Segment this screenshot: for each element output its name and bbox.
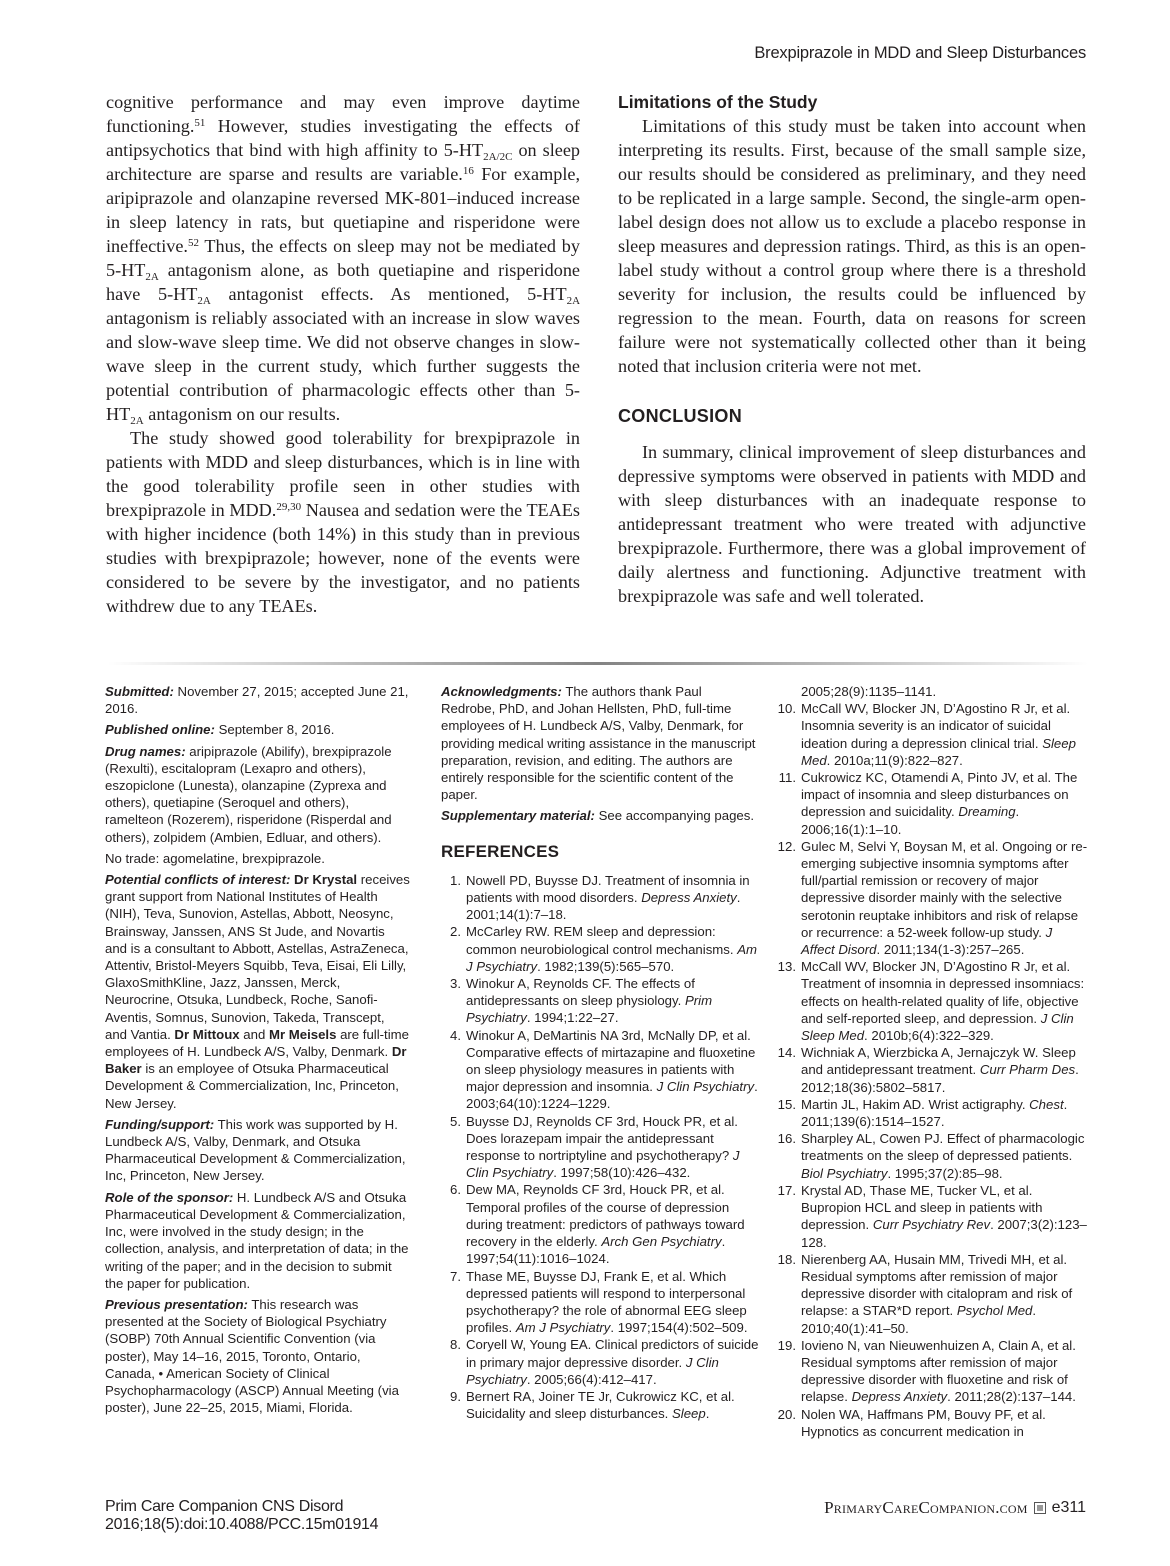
text: The study showed good tolerability for brexpiprazole in patients with MDD and sleep disturbances, which is in line with the good tolerability profile seen in other studies with brexpiprazole in MDD. xyxy=(106,428,580,520)
reference-item xyxy=(441,1268,759,1337)
reference-text: Buysse DJ, Reynolds CF 3rd, Houck PR, et al. Does lorazepam impair the antidepressant response to nortriptyline and psychotherapy? xyxy=(466,1113,738,1164)
journal-name: Prim Psychiatry xyxy=(466,993,713,1026)
reference-citation: . 2010;40(1):41–50. xyxy=(801,1303,1037,1336)
journal-name: Depress Anxiety xyxy=(641,890,737,906)
reference-item xyxy=(441,1113,759,1182)
reference-number: 15. xyxy=(777,1096,796,1112)
journal-name: J Clin Psychiatry xyxy=(466,1148,740,1181)
reference-text: Sharpley AL, Cowen PJ. Effect of pharmacologic treatments on the sleep of depressed patients. xyxy=(801,1131,1085,1164)
acknowledgments-note xyxy=(441,683,759,803)
reference-number: 17. xyxy=(777,1182,796,1198)
reference-item xyxy=(776,1044,1088,1096)
page-footer-right xyxy=(824,1498,1086,1518)
reference-citation: . 2007;3(2):123–128. xyxy=(801,1217,1087,1250)
limitations-heading: Limitations of the Study xyxy=(618,92,818,112)
reference-number: 18. xyxy=(777,1251,796,1267)
supplementary-note xyxy=(441,807,759,824)
reference-number: 13. xyxy=(777,959,796,975)
receptor-subscript: 2A xyxy=(566,295,581,307)
author-name: Dr Mittoux xyxy=(174,1026,240,1042)
acknowledgments-references-column xyxy=(441,683,759,1422)
note-text: are full-time employees of H. Lundbeck A/S, Valby, Denmark. xyxy=(105,1026,409,1060)
reference-text: Nolen WA, Haffmans PM, Bouvy PF, et al. Hypnotics as concurrent medication in xyxy=(801,1406,1046,1439)
reference-number: 9. xyxy=(450,1388,461,1404)
citation-superscript: 16 xyxy=(462,165,474,177)
sponsor-note xyxy=(105,1189,410,1292)
journal-name: Depress Anxiety xyxy=(851,1389,948,1405)
reference-item xyxy=(441,1181,759,1267)
text: For example, aripiprazole and olanzapine reversed MK-801–induced increase in sleep latency in rats, but quetiapine and risperidone were ineffective. xyxy=(106,164,580,256)
conclusion-heading: CONCLUSION xyxy=(618,406,742,426)
citation-superscript: 29,30 xyxy=(276,501,302,513)
reference-citation: . 2011;139(6):1514–1527. xyxy=(801,1096,1068,1130)
reference-citation: . 2001;14(1):7–18. xyxy=(466,890,741,923)
reference-citation: . 1982;139(5):565–570. xyxy=(537,958,675,974)
note-label: Drug names: xyxy=(105,743,186,759)
reference-item xyxy=(776,1096,1088,1130)
reference-number: 20. xyxy=(777,1406,796,1422)
note-label: Potential conflicts of interest: xyxy=(105,872,291,888)
funding-note xyxy=(105,1116,410,1185)
reference-number: 12. xyxy=(777,838,796,854)
body-paragraph xyxy=(106,426,580,618)
references-heading: REFERENCES xyxy=(441,841,560,861)
note-text: This work was supported by H. Lundbeck A/S, Valby, Denmark, and Otsuka Pharmaceutical Development & Commercialization, Inc, Princeton, New Jersey. xyxy=(105,1116,406,1184)
note-text: and xyxy=(239,1026,269,1042)
drug-names-note xyxy=(105,743,410,846)
reference-text: Bernert RA, Joiner TE Jr, Cukrowicz KC, et al. Suicidality and sleep disturbances. xyxy=(466,1388,735,1422)
reference-citation: . 2010a;11(9):822–827. xyxy=(826,752,963,768)
note-label: Submitted: xyxy=(105,684,174,699)
reference-citation: . 1995;37(2):85–98. xyxy=(887,1165,1003,1181)
text: antagonism is reliably associated with an increase in slow waves and slow-wave sleep time. We did not observe changes in slow-wave sleep in the current study, which further suggests the potential contribution of pharmacologic effects other than 5-HT xyxy=(106,308,580,424)
journal-name: Curr Psychiatry Rev xyxy=(872,1217,991,1233)
reference-item xyxy=(776,1337,1088,1406)
reference-item xyxy=(441,975,759,1027)
reference-text: Nierenberg AA, Husain MM, Trivedi MH, et al. Residual symptoms after remission of major depressive disorder with citalopram and risk of relapse: a STAR*D report. xyxy=(801,1251,1073,1319)
reference-text: Coryell W, Young EA. Clinical predictors of suicide in primary major depressive disorder. xyxy=(466,1337,759,1370)
author-name: Dr Krystal xyxy=(290,872,358,888)
note-text: H. Lundbeck A/S and Otsuka Pharmaceutical Development & Commercialization, Inc, were involved in the study design; in the collection, analysis, and interpretation of data; in the writing of the paper; and in the decision to submit the paper for publication. xyxy=(105,1189,409,1291)
limitations-paragraph: Limitations of this study must be taken into account when interpreting its results. First, because of the small sample size, our results should be considered as preliminary, and they need to be replicated in a large sample. Second, the single-arm open-label design does not allow us to exclude a placebo response in sleep measures and depression ratings. Third, as this is an open-label study without a control group where there is a threshold severity for inclusion, the results could be influenced by regression to the mean. Fourth, data on reasons for screen failure were not systematically collected other than it being noted that inclusion criteria were not met. xyxy=(618,116,1086,376)
text: Thus, the effects on sleep may not be mediated by 5-HT xyxy=(106,236,580,280)
doi-line: 2016;18(5):doi:10.4088/PCC.15m01914 xyxy=(105,1516,379,1533)
reference-number: 4. xyxy=(450,1027,461,1043)
reference-number: 1. xyxy=(450,872,461,888)
reference-citation: . xyxy=(705,1406,710,1422)
author-name: Mr Meisels xyxy=(268,1026,337,1042)
text: antagonism alone, as both quetiapine and risperidone have 5-HT xyxy=(106,260,580,304)
reference-text: Wichniak A, Wierzbicka A, Jernajczyk W. Sleep and antidepressant treatment. xyxy=(801,1045,1076,1078)
note-label: Acknowledgments: xyxy=(441,684,562,699)
journal-name: J Clin Psychiatry xyxy=(656,1079,755,1095)
reference-text: McCall WV, Blocker JN, D’Agostino R Jr, et al. Treatment of insomnia in depressed insomniacs: effects on health-related quality of life, objective and self-reported sleep, and depression. xyxy=(801,959,1085,1026)
text: antagonism on our results. xyxy=(143,404,341,424)
author-name: Dr Baker xyxy=(105,1044,407,1077)
reference-item xyxy=(441,1336,759,1388)
text: Nausea and sedation were the TEAEs with higher incidence (both 14%) in this study than in previous studies with brexpiprazole; however, none of the events were considered to be severe by the investigator, and no patients withdrew due to any TEAEs. xyxy=(106,500,580,616)
reference-item xyxy=(776,1130,1088,1182)
reference-number: 7. xyxy=(450,1268,461,1284)
published-note xyxy=(105,721,410,738)
running-title: Brexpiprazole in MDD and Sleep Disturbances xyxy=(754,44,1086,62)
reference-item xyxy=(441,923,759,975)
body-column-right xyxy=(618,90,1086,608)
reference-number: 6. xyxy=(450,1182,461,1198)
note-text: The authors thank Paul Redrobe, PhD, and Johan Hellsten, PhD, full-time employees of H. Lundbeck A/S, Valby, Denmark, for providing medical writing assistance in the manuscript preparation, revision, and editing. The authors are entirely responsible for the scientific content of the paper. xyxy=(441,684,756,803)
note-label: Role of the sponsor: xyxy=(105,1189,234,1205)
conclusion-paragraph: In summary, clinical improvement of sleep disturbances and depressive symptoms were observed in patients with MDD and with sleep disturbances with an inadequate response to antidepressant treatment who were treated with adjunctive brexpiprazole. Furthermore, there was a global improvement of daily alertness and functioning. Adjunctive treatment with brexpiprazole was safe and well tolerated. xyxy=(618,442,1086,606)
journal-name: Biol Psychiatry xyxy=(801,1165,888,1181)
reference-number: 3. xyxy=(450,976,461,992)
no-trade-note: No trade: agomelatine, brexpiprazole. xyxy=(105,850,325,866)
receptor-subscript: 2A/2C xyxy=(483,151,513,163)
reference-text: Dew MA, Reynolds CF 3rd, Houck PR, et al. Temporal profiles of the course of depression during treatment: predictors of pathways toward recovery in the elderly. xyxy=(466,1182,745,1250)
journal-name: Am J Psychiatry xyxy=(466,941,757,974)
journal-name-line: Prim Care Companion CNS Disord xyxy=(105,1498,344,1515)
reference-list xyxy=(776,700,1088,1440)
reference-number: 11. xyxy=(778,770,796,786)
reference-text: Thase ME, Buysse DJ, Frank E, et al. Which depressed patients will respond to interpersonal psychotherapy? the role of abnormal EEG sleep profiles. xyxy=(466,1268,747,1336)
reference-citation: . 2005;66(4):412–417. xyxy=(526,1371,657,1387)
reference-continuation: 2005;28(9):1135–1141. xyxy=(801,684,937,699)
reference-citation: . 2011;28(2):137–144. xyxy=(947,1389,1076,1405)
note-label: Supplementary material: xyxy=(441,808,595,824)
reference-number: 10. xyxy=(777,701,796,717)
text: cognitive performance and may even improve daytime functioning. xyxy=(106,92,580,136)
note-label: Published online: xyxy=(105,722,215,738)
reference-number: 19. xyxy=(777,1337,796,1353)
reference-citation: . 2006;16(1):1–10. xyxy=(801,804,1020,837)
reference-citation: . 1997;54(11):1016–1024. xyxy=(466,1234,726,1267)
journal-name: Sleep xyxy=(672,1406,706,1422)
reference-text: Cukrowicz KC, Otamendi A, Pinto JV, et al. The impact of insomnia and sleep disturbances on depression and suicidality. xyxy=(801,770,1078,820)
reference-text: Martin JL, Hakim AD. Wrist actigraphy. xyxy=(801,1096,1030,1112)
reference-number: 14. xyxy=(777,1045,796,1061)
body-paragraph xyxy=(106,90,580,426)
reference-citation: . 1997;58(10):426–432. xyxy=(553,1165,691,1181)
reference-text: McCarley RW. REM sleep and depression: common neurobiological control mechanisms. xyxy=(466,924,738,957)
reference-item xyxy=(776,1182,1088,1251)
journal-citation xyxy=(105,1498,378,1534)
journal-name: J Affect Disord xyxy=(801,924,1053,958)
reference-item xyxy=(776,958,1088,1044)
note-label: Previous presentation: xyxy=(105,1296,248,1312)
citation-superscript: 51 xyxy=(194,117,206,129)
journal-name: Psychol Med xyxy=(956,1303,1033,1319)
reference-text: Gulec M, Selvi Y, Boysan M, et al. Ongoing or re-emerging subjective insomnia symptoms after full/partial remission or recovery of major depressive disorder mainly with the selective serotonin reuptake inhibitors and risk of relapse or recurrence: a 52-week follow-up study. xyxy=(801,838,1088,940)
note-text: November 27, 2015; accepted June 21, 2016. xyxy=(105,684,409,717)
reference-number: 16. xyxy=(777,1131,796,1147)
reference-text: Winokur A, DeMartinis NA 3rd, McNally DP, et al. Comparative effects of mirtazapine and fluoxetine on sleep physiology measures in patients with major depression and insomnia. xyxy=(466,1027,756,1095)
conflicts-note xyxy=(105,871,410,1112)
journal-name: Arch Gen Psychiatry xyxy=(601,1234,722,1250)
text: antagonist effects. As mentioned, 5-HT xyxy=(210,284,567,304)
reference-item xyxy=(441,1027,759,1113)
reference-item xyxy=(776,1406,1088,1440)
journal-website-link[interactable]: PrimaryCareCompanion.com xyxy=(824,1498,1028,1517)
reference-text: Nowell PD, Buysse DJ. Treatment of insomnia in patients with mood disorders. xyxy=(466,872,750,906)
reference-item xyxy=(441,872,759,924)
text: However, studies investigating the effects of antipsychotics that bind with high affinity to 5-HT xyxy=(106,116,580,160)
note-text: September 8, 2016. xyxy=(214,722,335,738)
body-column-left xyxy=(106,90,580,618)
references-column-continued xyxy=(776,683,1088,1440)
receptor-subscript: 2A xyxy=(130,415,144,427)
reference-citation: . 2011;134(1-3):257–265. xyxy=(876,942,1025,958)
reference-number: 8. xyxy=(450,1337,461,1353)
reference-number: 5. xyxy=(450,1113,461,1129)
reference-item xyxy=(441,1388,759,1422)
receptor-subscript: 2A xyxy=(197,295,211,307)
reference-text: Krystal AD, Thase ME, Tucker VL, et al. Bupropion HCL and sleep in patients with depression. xyxy=(801,1182,1043,1233)
reference-citation: . 1994;1:22–27. xyxy=(526,1010,619,1026)
submitted-note xyxy=(105,683,410,717)
journal-name: Dreaming xyxy=(958,804,1016,820)
journal-name: J Clin Psychiatry xyxy=(466,1354,719,1387)
journal-name: Curr Pharm Des xyxy=(979,1062,1076,1078)
reference-text: Winokur A, Reynolds CF. The effects of antidepressants on sleep physiology. xyxy=(466,976,695,1009)
presentation-note xyxy=(105,1296,410,1416)
page-number: e311 xyxy=(1051,1499,1086,1516)
journal-name: Sleep Med xyxy=(801,735,1076,768)
reference-text: McCall WV, Blocker JN, D’Agostino R Jr, et al. Insomnia severity is an indicator of suicidal ideation during a depression clinical trial. xyxy=(801,701,1071,751)
note-text: receives grant support from National Institutes of Health (NIH), Teva, Sunovion, Astellas, Abbott, Neosync, Brainsway, Janssen, ANS St Jude, and Novartis and is a consultant to Abbott, Astellas, AstraZeneca, Attentiv, Bristol-Meyers Squibb, Teva, Eisai, Eli Lilly, GlaxoSmithKline, Jazz, Janssen, Merck, Neurocrine, Otsuka, Lundbeck, Roche, Sanofi-Aventis, Somnus, Sunovion, Takeda, Transcept, and Vantia. xyxy=(105,872,410,1042)
reference-list xyxy=(441,872,759,1423)
reference-item xyxy=(776,838,1088,958)
reference-item xyxy=(776,700,1088,769)
section-divider xyxy=(108,662,1088,665)
journal-name: Am J Psychiatry xyxy=(515,1320,611,1336)
note-text: aripiprazole (Abilify), brexpiprazole (Rexulti), escitalopram (Lexapro and others), eszopiclone (Lunesta), olanzapine (Zyprexa and others), quetiapine (Seroquel and others), ramelteon (Rozerem), risperidone (Risperdal and others), zolpidem (Ambien, Edluar, and others). xyxy=(105,743,392,845)
receptor-subscript: 2A xyxy=(145,271,159,283)
text: on sleep architecture are sparse and results are variable. xyxy=(106,140,580,184)
note-text: This research was presented at the Society of Biological Psychiatry (SOBP) 70th Annual Scientific Convention (via poster), May 14–16, 2015, Toronto, Ontario, Canada, • American Society of Clinical Psychopharmacology (ASCP) Annual Meeting (via poster), June 22–25, 2015, Miami, Florida. xyxy=(105,1296,399,1416)
reference-citation: . 2012;18(36):5802–5817. xyxy=(801,1062,1079,1095)
reference-item xyxy=(776,769,1088,838)
journal-name: J Clin Sleep Med xyxy=(801,1010,1074,1044)
note-text: is an employee of Otsuka Pharmaceutical Development & Commercialization, Inc, Princeton, New Jersey. xyxy=(105,1061,399,1111)
note-label: Funding/support: xyxy=(105,1116,215,1132)
reference-citation: . 1997;154(4):502–509. xyxy=(610,1320,748,1336)
reference-citation: . 2010b;6(4):322–329. xyxy=(864,1028,994,1044)
reference-number: 2. xyxy=(450,924,461,940)
journal-name: Chest xyxy=(1029,1096,1064,1112)
article-notes-column xyxy=(105,683,410,1420)
reference-text: Iovieno N, van Nieuwenhuizen A, Clain A, et al. Residual symptoms after remission of major depressive disorder with fluoxetine and risk of relapse. xyxy=(801,1337,1076,1405)
reference-item xyxy=(776,1251,1088,1337)
note-text: See accompanying pages. xyxy=(594,808,754,824)
citation-superscript: 52 xyxy=(187,237,199,249)
square-bullet-icon xyxy=(1034,1502,1046,1514)
reference-citation: . 2003;64(10):1224–1229. xyxy=(466,1079,758,1112)
